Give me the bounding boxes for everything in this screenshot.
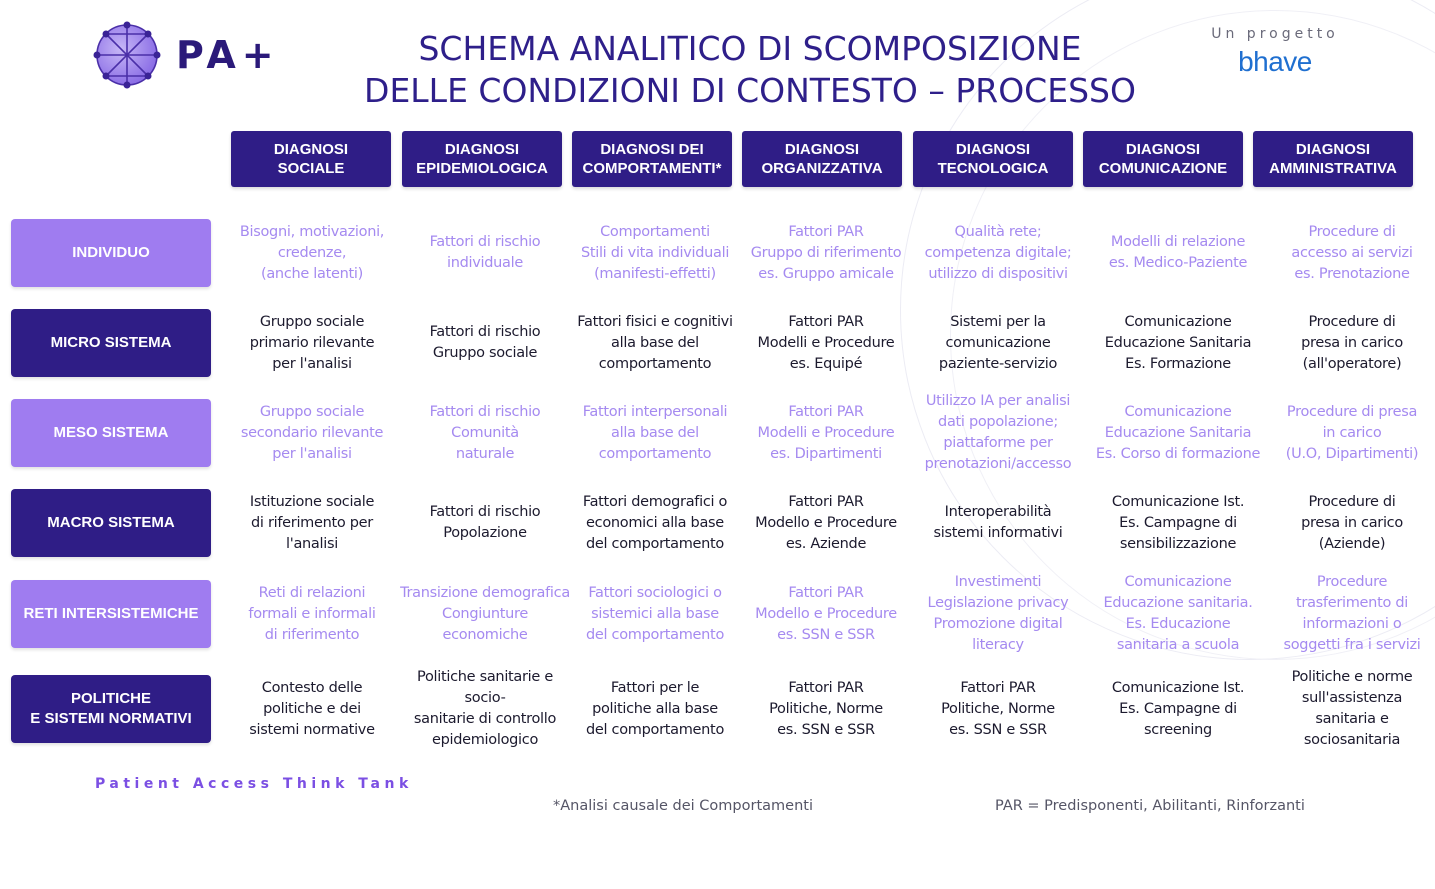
column-header: DIAGNOSI COMUNICAZIONE — [1083, 131, 1243, 187]
grid-cell: Comportamenti Stili di vita individuali (manifesti-effetti) — [580, 223, 730, 282]
grid-cell: Fattori interpersonali alla base del comportamento — [582, 403, 728, 462]
column-header: DIAGNOSI TECNOLOGICA — [913, 131, 1073, 187]
page-title — [330, 28, 1170, 112]
grid-cell: Procedure di accesso ai servizi es. Prenotazione — [1291, 223, 1413, 282]
grid-cell: Gruppo sociale primario rilevante per l'analisi — [249, 313, 375, 372]
grid-cell: Fattori PAR Modelli e Procedure es. Dipartimenti — [757, 403, 895, 462]
grid-cell: Procedure di presa in carico (all'operatore) — [1301, 313, 1403, 372]
grid-cell: Investimenti Legislazione privacy Promozione digital literacy — [927, 574, 1069, 653]
grid-cell: Comunicazione Ist. Es. Campagne di sensibilizzazione — [1111, 493, 1245, 552]
grid-cell: Utilizzo IA per analisi dati popolazione; piattaforme per prenotazioni/accesso — [924, 393, 1072, 472]
grid-cell: Fattori di rischio Gruppo sociale — [429, 324, 541, 361]
grid-cell: Fattori demografici o economici alla base del comportamento — [582, 493, 728, 552]
project-label: Un progetto — [1211, 26, 1339, 42]
grid-cell: Interoperabilità sistemi informativi — [933, 504, 1063, 541]
grid-cell: Fattori PAR Modelli e Procedure es. Equipé — [757, 313, 895, 372]
column-header: DIAGNOSI ORGANIZZATIVA — [742, 131, 902, 187]
grid-cell: Politiche e norme sull'assistenza sanitaria e sociosanitaria — [1291, 669, 1413, 748]
grid-cell: Contesto delle politiche e dei sistemi normative — [249, 679, 375, 738]
project-credit — [1195, 26, 1355, 78]
grid-cell: Fattori fisici e cognitivi alla base del comportamento — [577, 313, 733, 372]
row-header: MESO SISTEMA — [11, 399, 211, 467]
grid-cell: Qualità rete; competenza digitale; utilizzo di dispositivi — [924, 223, 1072, 282]
grid-cell: Comunicazione Educazione Sanitaria Es. Corso di formazione — [1095, 403, 1261, 462]
column-header: DIAGNOSI SOCIALE — [231, 131, 391, 187]
grid-cell: Transizione demografica Congiunture economiche — [400, 584, 570, 643]
grid-cell: Fattori di rischio Comunità naturale — [429, 403, 541, 462]
par-footnote: PAR = Predisponenti, Abilitanti, Rinforzanti — [995, 798, 1305, 814]
pa-plus-logo — [92, 20, 280, 90]
page-title-line2: DELLE CONDIZIONI DI CONTESTO – PROCESSO — [364, 71, 1136, 110]
grid-cell: Fattori di rischio Popolazione — [429, 504, 541, 541]
grid-cell: Sistemi per la comunicazione paziente-servizio — [938, 313, 1058, 372]
grid-cell: Procedure di presa in carico (Aziende) — [1301, 493, 1403, 552]
think-tank-label: Patient Access Think Tank — [95, 776, 413, 792]
grid-cell: Fattori PAR Politiche, Norme es. SSN e SSR — [769, 679, 883, 738]
grid-cell: Politiche sanitarie e socio- sanitarie di controllo epidemiologico — [413, 669, 557, 748]
globe-network-icon — [92, 20, 162, 90]
grid-cell: Comunicazione Ist. Es. Campagne di screening — [1111, 679, 1245, 738]
grid-cell: Procedure trasferimento di informazioni o soggetti fra i servizi — [1283, 574, 1421, 653]
grid-cell: Fattori PAR Modello e Procedure es. SSN e SSR — [755, 584, 897, 643]
column-header: DIAGNOSI DEI COMPORTAMENTI* — [572, 131, 732, 187]
row-header: MACRO SISTEMA — [11, 489, 211, 557]
grid-cell: Fattori PAR Gruppo di riferimento es. Gruppo amicale — [750, 223, 902, 282]
row-header: RETI INTERSISTEMICHE — [11, 580, 211, 648]
behaviour-footnote: *Analisi causale dei Comportamenti — [553, 798, 813, 814]
grid-cell: Fattori di rischio individuale — [429, 234, 541, 271]
grid-cell: Modelli di relazione es. Medico-Paziente — [1108, 234, 1248, 271]
bhave-logo: bhave — [1238, 46, 1312, 77]
grid-cell: Fattori sociologici o sistemici alla base del comportamento — [585, 584, 725, 643]
column-header: DIAGNOSI EPIDEMIOLOGICA — [402, 131, 562, 187]
grid-cell: Procedure di presa in carico (U.O, Dipartimenti) — [1285, 403, 1419, 462]
row-header: POLITICHE E SISTEMI NORMATIVI — [11, 675, 211, 743]
row-header: INDIVIDUO — [11, 219, 211, 287]
logo-text: PA+ — [176, 33, 280, 77]
grid-cell: Reti di relazioni formali e informali di riferimento — [248, 584, 376, 643]
row-header: MICRO SISTEMA — [11, 309, 211, 377]
grid-cell: Bisogni, motivazioni, credenze, (anche latenti) — [239, 223, 385, 282]
grid-cell: Istituzione sociale di riferimento per l'analisi — [249, 493, 375, 552]
grid-cell: Fattori PAR Politiche, Norme es. SSN e SSR — [941, 679, 1055, 738]
column-header: DIAGNOSI AMMINISTRATIVA — [1253, 131, 1413, 187]
grid-cell: Gruppo sociale secondario rilevante per l'analisi — [240, 403, 384, 462]
page-title-line1: SCHEMA ANALITICO DI SCOMPOSIZIONE — [418, 29, 1082, 68]
grid-cell: Comunicazione Educazione Sanitaria Es. Formazione — [1104, 313, 1252, 372]
grid-cell: Fattori PAR Modello e Procedure es. Aziende — [755, 493, 897, 552]
grid-cell: Fattori per le politiche alla base del comportamento — [585, 679, 725, 738]
grid-cell: Comunicazione Educazione sanitaria. Es. Educazione sanitaria a scuola — [1103, 574, 1253, 653]
